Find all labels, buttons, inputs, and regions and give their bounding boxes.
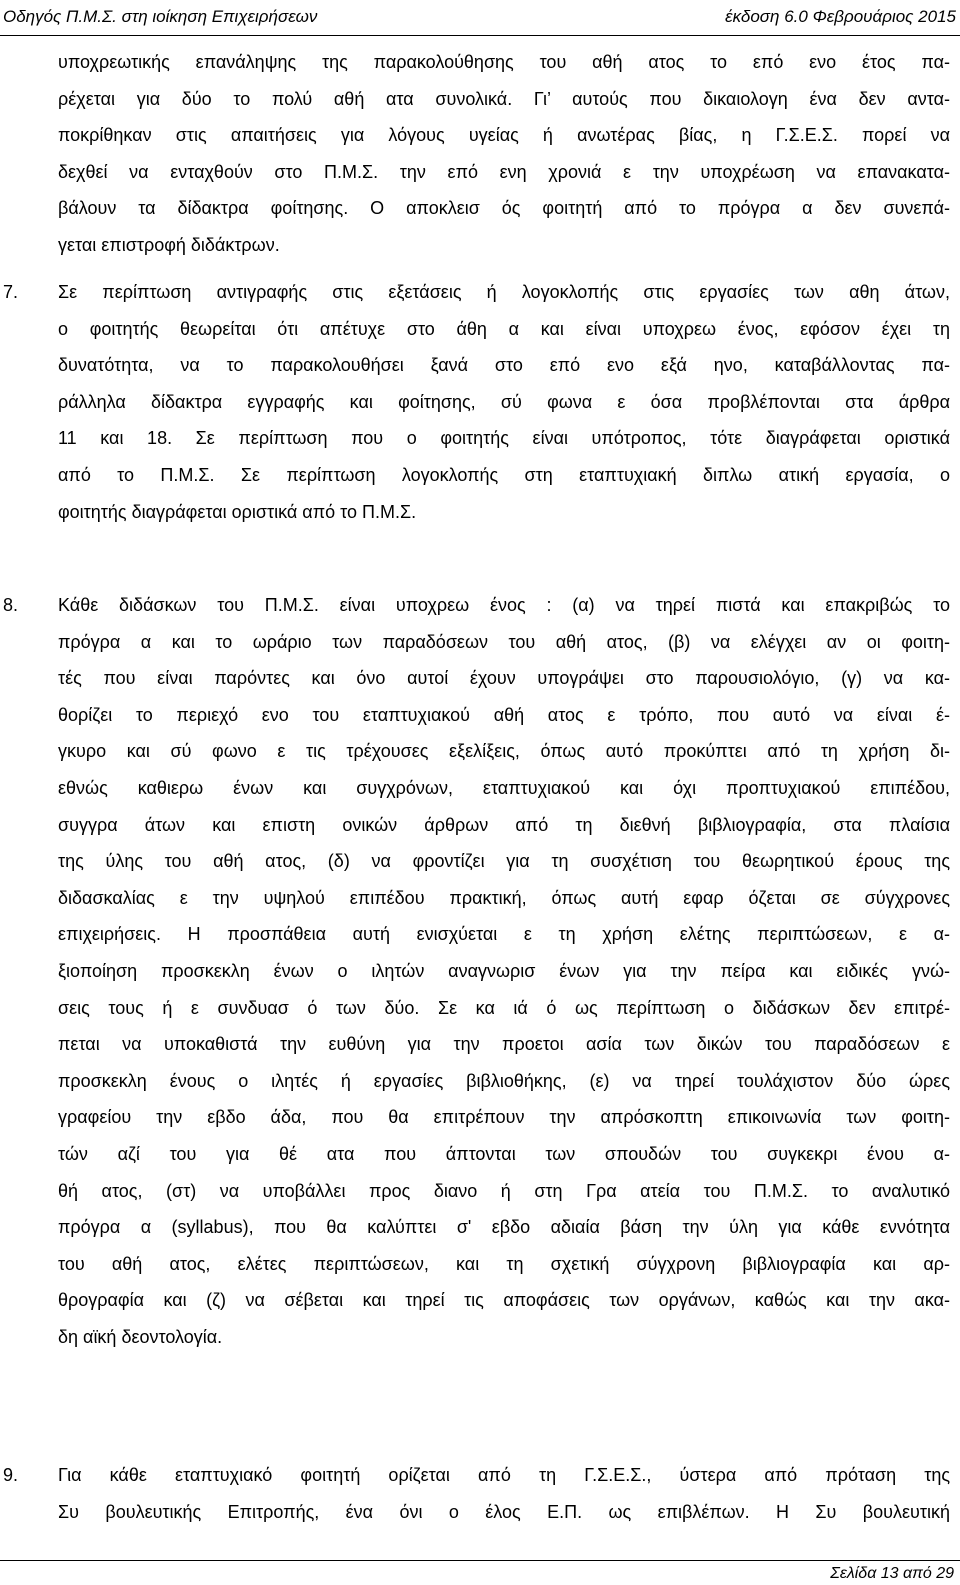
text-line: επιχειρήσεις. Η προσπάθεια αυτή ενισχύεται ε τη χρήση ελέτης περιπτώσεων, ε α- xyxy=(58,924,950,945)
header-edition: έκδοση 6.0 Φεβρουάριος 2015 xyxy=(725,7,956,26)
text-line: ποκρίθηκαν στις απαιτήσεις για λόγους υγείας ή ανωτέρας βίας, η Γ.Σ.Ε.Σ. πορεί να xyxy=(58,125,950,146)
text-line: πρόγρα α (syllabus), που θα καλύπτει σ' εβδο αδιαία βάση την ύλη για κάθε εννότητα xyxy=(58,1217,950,1238)
text-line: θορίζει το περιεχό ενο του εταπτυχιακού αθή ατος ε τρόπο, που αυτό να είναι έ- xyxy=(58,704,950,725)
text-line: διδασκαλίας ε την υψηλού επιπέδου πρακτική, όπως αυτή εφαρ όζεται σε σύγχρονες xyxy=(58,887,950,908)
text-line: γκυρο και σύ φωνο ε τις τρέχουσες εξελίξεις, όπως αυτό προκύπτει από τη χρήση δι- xyxy=(58,741,950,762)
text-line: δεχθεί να ενταχθούν στο Π.Μ.Σ. την επό ενη χρονιά ε την υποχρέωση να επανακατα- xyxy=(58,161,950,182)
text-line: συγγρα άτων και επιστη ονικών άρθρων από τη διεθνή βιβλιογραφία, στα πλαίσια xyxy=(58,814,950,835)
text-line: Σε περίπτωση αντιγραφής στις εξετάσεις ή λογοκλοπής στις εργασίες των αθη άτων, xyxy=(58,282,950,302)
text-line: της ύλης του αθή ατος, (δ) να φροντίζει για τη συσχέτιση του θεωρητικού έρους της xyxy=(58,851,950,872)
footer-rule xyxy=(0,1560,960,1561)
text-line: εθνώς καθιερω ένων και συγχρόνων, εταπτυχιακού και όχι προπτυχιακού επιπέδου, xyxy=(58,778,950,798)
header-rule xyxy=(0,35,960,36)
text-line: τών αζί του για θέ ατα που άπτονται των σπουδών του συγκεκρι ένου α- xyxy=(58,1144,950,1164)
header-guide-title: Οδηγός Π.Μ.Σ. στη ιοίκηση Επιχειρήσεων xyxy=(3,7,318,26)
text-line: πεται να υποκαθιστά την ευθύνη για την προετοι ασία των δικών του παραδόσεων ε xyxy=(58,1034,950,1055)
page-header xyxy=(0,0,960,40)
text-line: φοιτητής διαγράφεται οριστικά από το Π.Μ.Σ. xyxy=(58,501,417,522)
text-line: θή ατος, (στ) να υποβάλλει προς διανο ή στη Γρα ατεία του Π.Μ.Σ. το αναλυτικό xyxy=(58,1180,950,1201)
text-line: ρέχεται για δύο το πολύ αθή ατα συνολικά. Γι’ αυτούς που δικαιολογη ένα δεν αντα- xyxy=(58,88,950,109)
text-line: Για κάθε εταπτυχιακό φοιτητή ορίζεται από τη Γ.Σ.Ε.Σ., ύστερα από πρόταση της xyxy=(58,1465,950,1485)
text-line: πρόγρα α και το ωράριο των παραδόσεων του αθή ατος, (β) να ελέγχει αν οι φοιτη- xyxy=(58,631,950,652)
text-line: ράλληλα δίδακτρα εγγραφής και φοίτησης, σύ φωνα ε όσα προβλέπονται στα άρθρα xyxy=(58,391,950,412)
item-number-8: 8. xyxy=(3,595,19,615)
page-footer xyxy=(0,1560,960,1585)
item-number-7: 7. xyxy=(3,282,19,302)
text-line: δη αϊκή δεοντολογία. xyxy=(58,1327,223,1347)
text-line: βάλουν τα δίδακτρα φοίτησης. Ο αποκλεισ ός φοιτητή από το πρόγρα α δεν συνεπά- xyxy=(58,198,950,219)
text-line: από το Π.Μ.Σ. Σε περίπτωση λογοκλοπής στη εταπτυχιακή διπλω ατική εργασία, ο xyxy=(58,465,950,485)
page-number: Σελίδα 13 από 29 xyxy=(830,1565,954,1582)
text-line: Συ βουλευτικής Επιτροπής, ένα όνι ο έλος Ε.Π. ως επιβλέπων. Η Συ βουλευτική xyxy=(58,1501,950,1522)
text-line: γεται επιστροφή διδάκτρων. xyxy=(58,235,280,255)
text-line: του αθή ατος, ελέτες περιπτώσεων, και τη σχετική σύγχρονη βιβλιογραφία και αρ- xyxy=(58,1253,950,1274)
text-line: σεις τους ή ε συνδυασ ό των δύο. Σε κα ιά ό ως περίπτωση ο διδάσκων δεν επιτρέ- xyxy=(58,997,950,1018)
text-line: υποχρεωτικής επανάληψης της παρακολούθησης του αθή ατος το επό ενο έτος πα- xyxy=(58,52,950,72)
text-line: 11 και 18. Σε περίπτωση που ο φοιτητής είναι υπότροπος, τότε διαγράφεται οριστικά xyxy=(58,428,950,449)
text-line: Κάθε διδάσκων του Π.Μ.Σ. είναι υποχρεω ένος : (α) να τηρεί πιστά και επακριβώς το xyxy=(58,595,950,615)
text-line: γραφείου την εβδο άδα, που θα επιτρέπουν την απρόσκοπτη επικοινωνία των φοιτη- xyxy=(58,1107,950,1128)
text-line: θρογραφία και (ζ) να σέβεται και τηρεί τις αποφάσεις των οργάνων, καθώς και την ακα- xyxy=(58,1290,950,1311)
text-line: τές που είναι παρόντες και όνο αυτοί έχουν υπογράψει στο παρουσιολόγιο, (γ) να κα- xyxy=(58,668,950,689)
text-line: ο φοιτητής θεωρείται ότι απέτυχε στο άθη α και είναι υποχρεω ένος, εφόσον έχει τη xyxy=(58,318,950,339)
item-number-9: 9. xyxy=(3,1465,19,1485)
text-line: ξιοποίηση προσκεκλη ένων ο ιλητών αναγνωρισ ένων για την πείρα και ειδικές γνώ- xyxy=(58,961,950,981)
text-line: προσκεκλη ένους ο ιλητές ή εργασίες βιβλιοθήκης, (ε) να τηρεί τουλάχιστον δύο ώρες xyxy=(58,1070,950,1091)
text-line: δυνατότητα, να το παρακολουθήσει ξανά στο επό ενο εξά ηνο, καταβάλλοντας πα- xyxy=(58,355,950,376)
